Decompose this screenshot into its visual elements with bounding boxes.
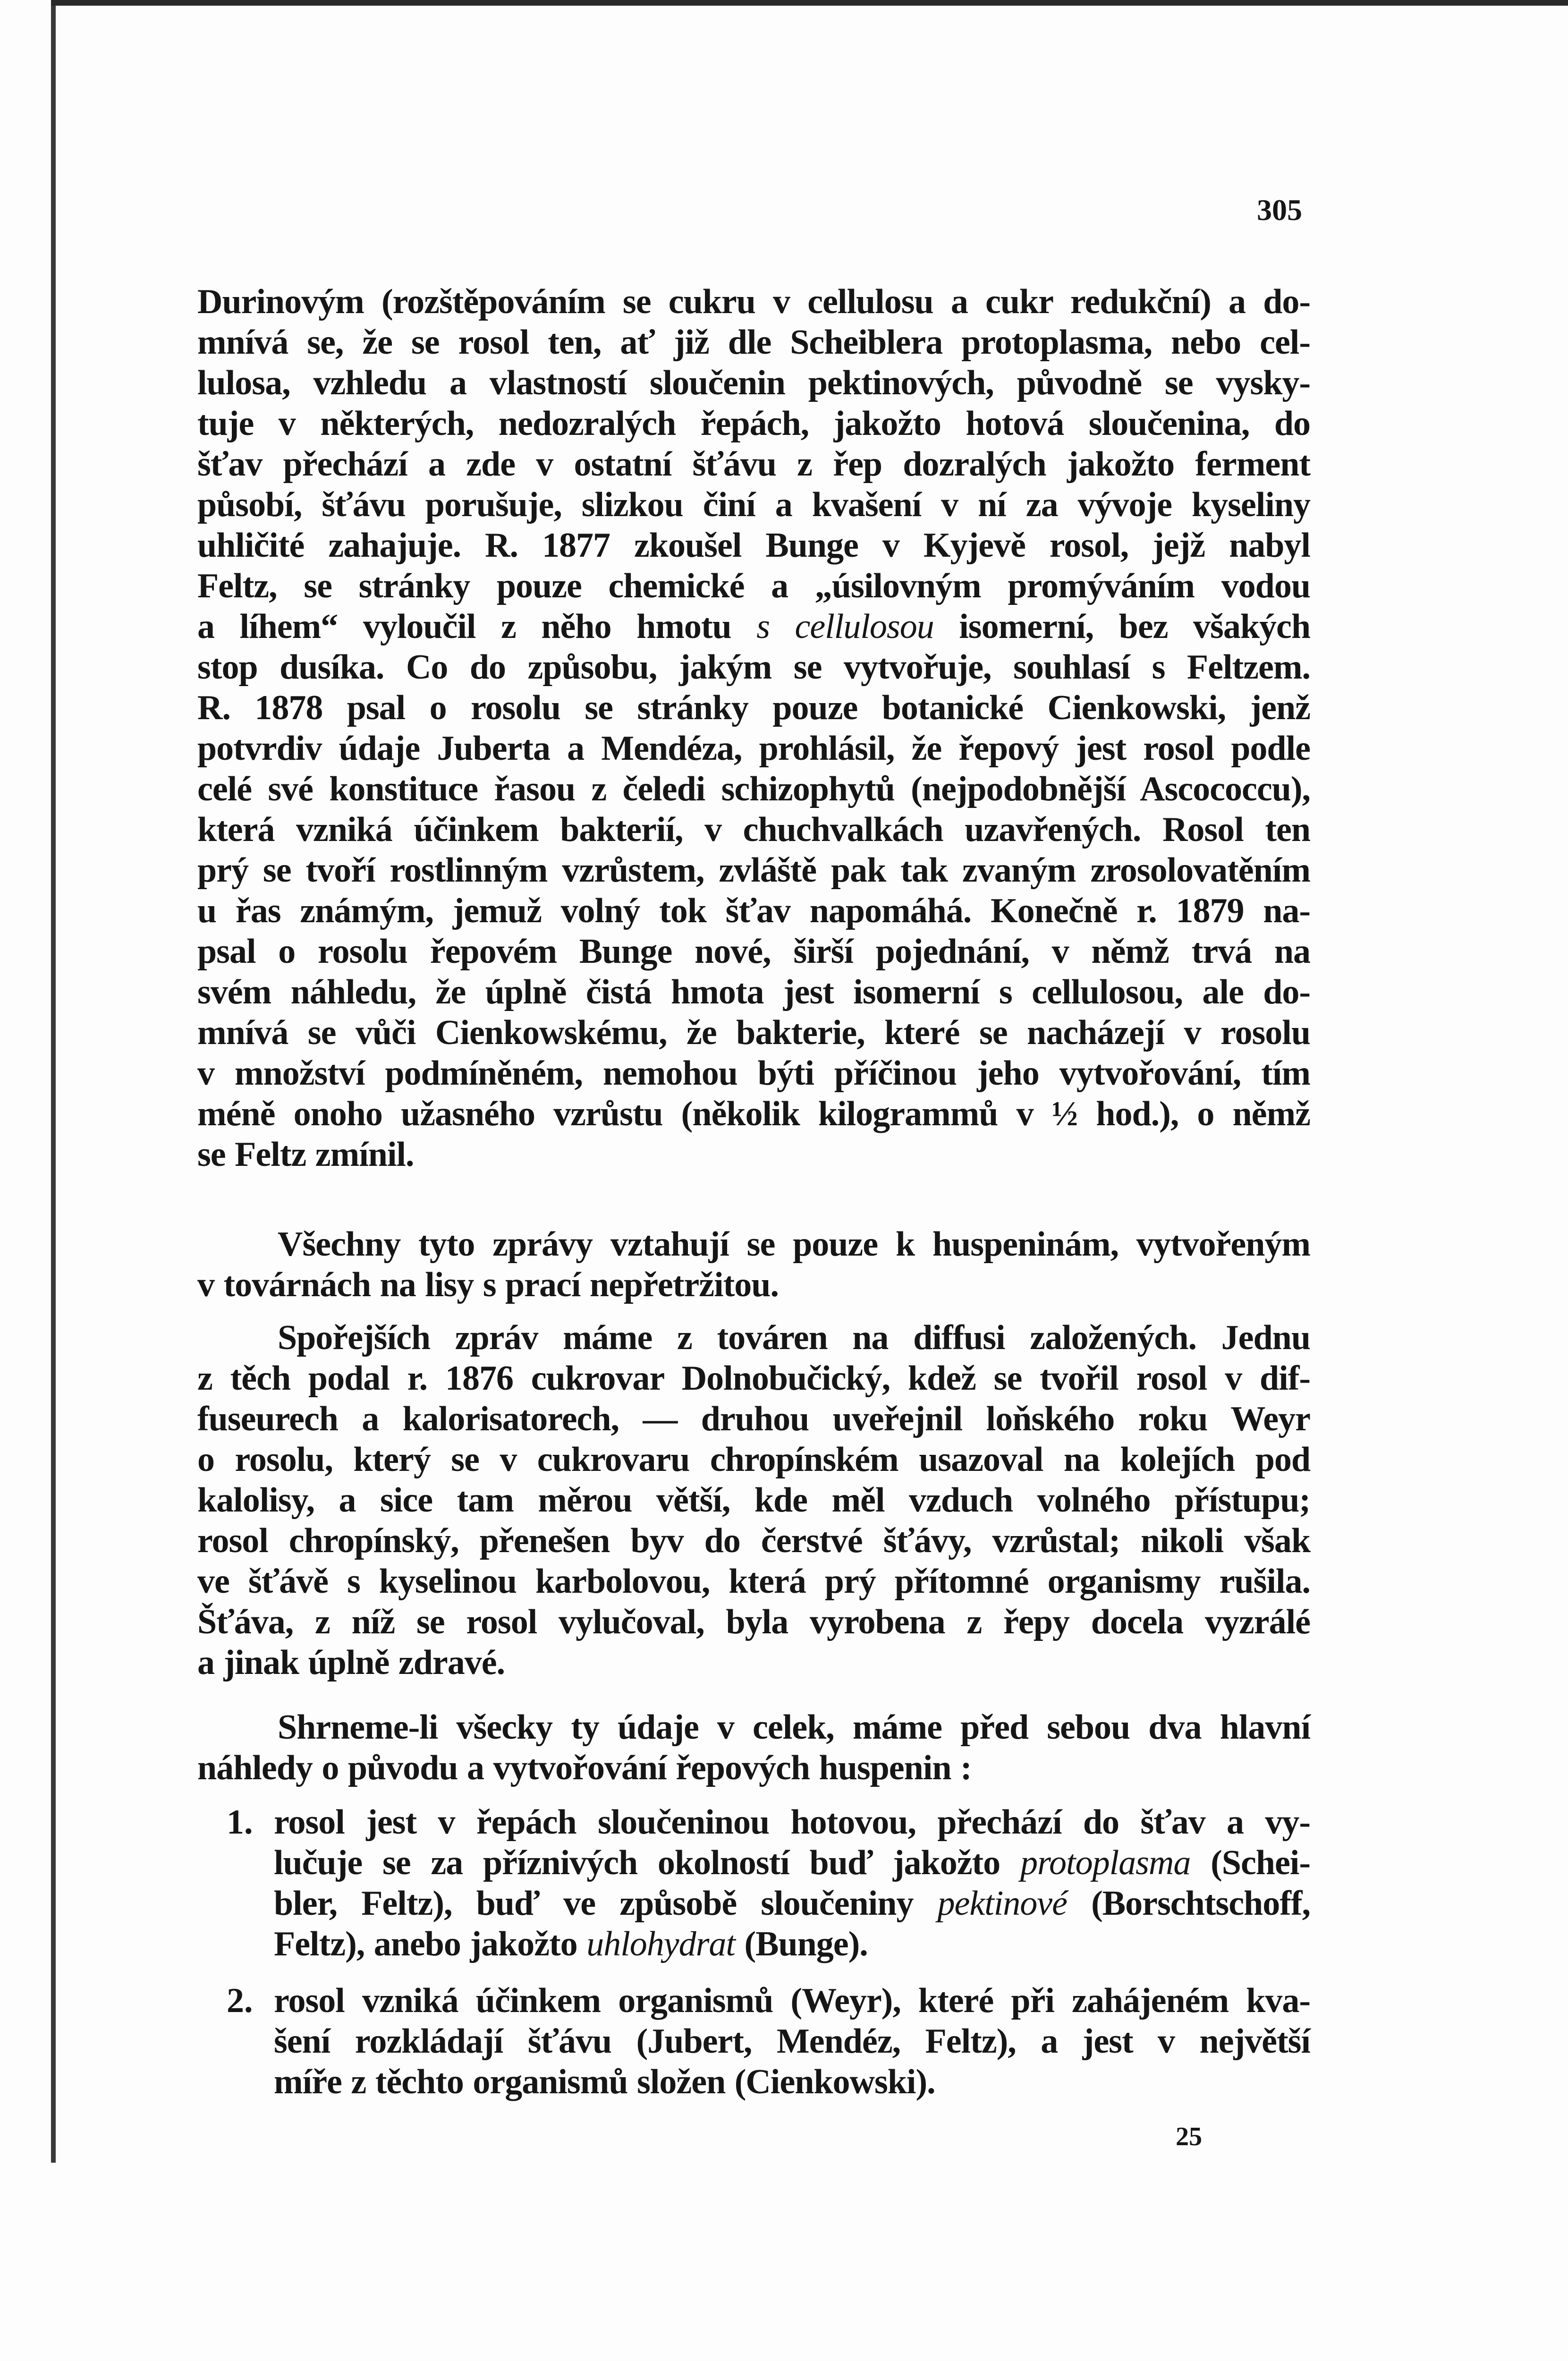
text-line: Spořejších zpráv máme z továren na diffusi založených. Jednu bbox=[278, 1318, 1310, 1357]
paragraph-2 bbox=[197, 1224, 1310, 1305]
text-line: míře z těchto organismů složen (Cienkowski). bbox=[274, 2063, 935, 2101]
text-line: tuje v některých, nedozralých řepách, jakožto hotová sloučenina, do bbox=[197, 404, 1310, 443]
text-line: celé své konstituce řasou z čeledi schizophytů (nejpodobnější Ascococcu), bbox=[197, 770, 1310, 808]
text-line bbox=[274, 1843, 1310, 1883]
text-segment: bler, Feltz), buď ve způsobě sloučeniny bbox=[274, 1884, 938, 1923]
text-line: méně onoho užasného vzrůstu (několik kilogrammů v ½ hod.), o němž bbox=[197, 1095, 1310, 1133]
text-line: u řas známým, jemuž volný tok šťav napomáhá. Konečně r. 1879 na- bbox=[197, 892, 1310, 930]
text-segment: (Borschtschoff, bbox=[1067, 1884, 1310, 1923]
list-item-1 bbox=[227, 1802, 1310, 1964]
text-line: a jinak úplně zdravé. bbox=[197, 1643, 505, 1682]
text-segment: (Bunge). bbox=[735, 1925, 868, 1963]
text-line: v množství podmíněném, nemohou býti příčinou jeho vytvořování, tím bbox=[197, 1054, 1310, 1093]
paragraph-3 bbox=[197, 1317, 1310, 1683]
text-line: náhledy o původu a vytvořování řepových huspenin : bbox=[197, 1749, 972, 1787]
scan-edge-top bbox=[51, 0, 1568, 6]
text-line: ve šťávě s kyselinou karbolovou, která prý přítomné organismy rušila. bbox=[197, 1562, 1310, 1601]
text-line: Feltz, se stránky pouze chemické a „úsilovným promýváním vodou bbox=[197, 567, 1310, 605]
list-number: 1. bbox=[227, 1803, 253, 1842]
text-line: šení rozkládají šťávu (Jubert, Mendéz, Feltz), a jest v největší bbox=[274, 2022, 1310, 2061]
text-segment: Feltz), anebo jakožto bbox=[274, 1925, 587, 1963]
text-line: v továrnách na lisy s prací nepřetržitou. bbox=[197, 1265, 779, 1304]
list-number: 2. bbox=[227, 1981, 253, 2020]
text-line: o rosolu, který se v cukrovaru chropínském usazoval na kolejích pod bbox=[197, 1440, 1310, 1479]
text-line: z těch podal r. 1876 cukrovar Dolnobučický, kdež se tvořil rosol v dif- bbox=[197, 1359, 1310, 1398]
text-segment: a líhem“ vyloučil z něho hmotu bbox=[197, 607, 757, 646]
text-line: mnívá se vůči Cienkowskému, že bakterie, které se nacházejí v rosolu bbox=[197, 1013, 1310, 1052]
text-line: Všechny tyto zprávy vztahují se pouze k huspeninám, vytvořeným bbox=[278, 1225, 1310, 1264]
scan-edge-left bbox=[51, 0, 56, 2163]
italic-text: uhlohydrat bbox=[586, 1925, 735, 1963]
text-line: psal o rosolu řepovém Bunge nové, širší pojednání, v němž trvá na bbox=[197, 932, 1310, 971]
text-line: rosol chropínský, přenešen byv do čerstvé šťávy, vzrůstal; nikoli však bbox=[197, 1521, 1310, 1560]
signature-mark: 25 bbox=[1176, 2122, 1202, 2151]
italic-text: pektinové bbox=[937, 1884, 1067, 1923]
text-line: rosol jest v řepách sloučeninou hotovou, přechází do šťav a vy- bbox=[274, 1803, 1310, 1842]
text-line: Šťáva, z níž se rosol vylučoval, byla vyrobena z řepy docela vyzrálé bbox=[197, 1603, 1310, 1641]
text-segment: isomerní, bez všakých bbox=[933, 607, 1311, 646]
text-line: rosol vzniká účinkem organismů (Weyr), které při zahájeném kva- bbox=[274, 1981, 1310, 2020]
text-line: mnívá se, že se rosol ten, ať již dle Scheiblera protoplasma, nebo cel- bbox=[197, 323, 1310, 362]
text-line: prý se tvoří rostlinným vzrůstem, zvláště pak tak zvaným zrosolovatěním bbox=[197, 851, 1310, 890]
text-line: která vzniká účinkem bakterií, v chuchvalkách uzavřených. Rosol ten bbox=[197, 810, 1310, 849]
italic-text: protoplasma bbox=[1020, 1843, 1191, 1882]
list-item-body bbox=[274, 1980, 1310, 2102]
text-line: se Feltz zmínil. bbox=[197, 1135, 414, 1174]
italic-text: s cellulosou bbox=[756, 607, 934, 646]
text-line bbox=[274, 1883, 1310, 1924]
text-line: Shrneme-li všecky ty údaje v celek, máme před sebou dva hlavní bbox=[278, 1708, 1310, 1747]
list-item-2 bbox=[227, 1980, 1310, 2102]
page-number: 305 bbox=[1257, 193, 1302, 227]
text-line: fuseurech a kalorisatorech, — druhou uveřejnil loňského roku Weyr bbox=[197, 1400, 1310, 1438]
paragraph-4 bbox=[197, 1707, 1310, 1788]
paragraph-1 bbox=[197, 281, 1310, 1175]
text-line: Durinovým (rozštěpováním se cukru v cellulosu a cukr redukční) a do- bbox=[197, 282, 1310, 321]
text-line: svém náhledu, že úplně čistá hmota jest isomerní s cellulosou, ale do- bbox=[197, 973, 1310, 1011]
text-line: šťav přechází a zde v ostatní šťávu z řep dozralých jakožto ferment bbox=[197, 445, 1310, 484]
text-line: stop dusíka. Co do způsobu, jakým se vytvořuje, souhlasí s Feltzem. bbox=[197, 648, 1310, 687]
text-line: lulosa, vzhledu a vlastností sloučenin pektinových, původně se vysky- bbox=[197, 364, 1310, 402]
text-segment: lučuje se za příznivých okolností buď jakožto bbox=[274, 1843, 1020, 1882]
text-line: uhličité zahajuje. R. 1877 zkoušel Bunge v Kyjevě rosol, jejž nabyl bbox=[197, 526, 1310, 565]
text-line bbox=[274, 1924, 1310, 1964]
text-line bbox=[197, 606, 1310, 647]
text-line: potvrdiv údaje Juberta a Mendéza, prohlásil, že řepový jest rosol podle bbox=[197, 729, 1310, 768]
text-line: působí, šťávu porušuje, slizkou činí a kvašení v ní za vývoje kyseliny bbox=[197, 485, 1310, 524]
list-item-body bbox=[274, 1802, 1310, 1964]
text-line: kalolisy, a sice tam měrou větší, kde měl vzduch volného přístupu; bbox=[197, 1481, 1310, 1520]
text-line: R. 1878 psal o rosolu se stránky pouze botanické Cienkowski, jenž bbox=[197, 688, 1310, 727]
text-segment: (Schei- bbox=[1190, 1843, 1310, 1882]
